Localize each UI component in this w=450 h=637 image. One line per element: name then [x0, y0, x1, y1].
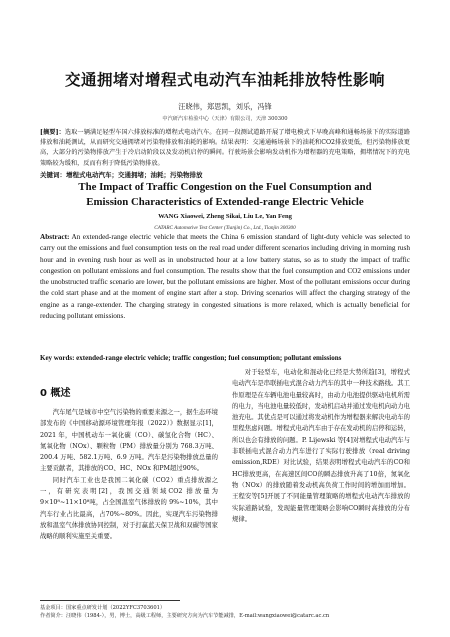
left-paragraph-2: 同时汽车工业也是我国二氧化碳（CO2）重点排放源之一，有研究表明[2]，我国交通领域CO2 排放量为 9×10⁸~11×10⁸吨，占全国温室气体排放的 9%~10%，其中汽车行业占比最高，占70%~80%。因此，实现汽车污染物排放和温室气体排放协同控制，对于打赢蓝天保卫战和双碳等国家战略的顺利实施至关重要。	[40, 476, 218, 541]
chinese-keywords: 关键词：增程式电动汽车；交通拥堵；油耗；污染物排放	[40, 171, 203, 179]
english-authors: WANG Xiaowei, Zheng Sikai, Liu Le, Yan Feng	[158, 213, 292, 220]
english-title-line-2: Emission Characteristics of Extended-range Electric Vehicle	[86, 196, 364, 208]
english-abstract-text: An extended-range electric vehicle that meets the China 6 emission standard of light-duty vehicle was selected to carry out the emissions and fuel consumption tests on the real road under different scenarios including driving in morning rush hour and in evening rush hour as well as in unobstructed hour at a low battery status, so as to study the impact of traffic congestion on pollutant emissions and fuel consumption. The results show that the fuel consumption and CO2 emissions under the unobstructed traffic scenario are lower, but the pollutant emissions are higher. Most of the pollutant emissions occur during the cold start phase and at the moment of engine start after a stop. Driving scenarios will affect the charging strategy of the engine as a range-extender. The charging strategy in congested situations is more relaxed, which is actually beneficial for reducing pollutant emissions.	[40, 233, 410, 320]
footnote-author: 作者简介：汪晓伟（1984-），男，博士，高级工程师，主要研究方向为汽车节能减排，E-mail:wangxiaowei@catarc.ac.cn	[40, 613, 330, 619]
english-title	[40, 180, 410, 210]
chinese-abstract-label: [摘要]：	[40, 129, 65, 136]
english-affiliation: CATARC Automotive Test Center (Tianjin) Co., Ltd., Tianjin 300300	[154, 225, 296, 231]
chinese-abstract	[40, 128, 410, 169]
english-keywords: Key words: extended-range electric vehicle; traffic congestion; fuel consumption; pollutant emissions	[40, 354, 342, 362]
chinese-affiliation: 中汽研汽车检验中心（天津）有限公司，天津 300300	[162, 116, 288, 122]
english-abstract-label: Abstract:	[40, 233, 70, 241]
left-paragraph-1: 汽车尾气是城市中空气污染物的重要来源之一，据生态环境部发布的《中国移动源环境管理年报（2022）》数据显示[1]，2021 年，中国机动车一氧化碳（CO）、碳氢化合物（HC）、氮氧化物（NOx）、颗粒物（PM）排放量分别为 768.3万吨、200.4 万吨、582.1万吨、6.9 万吨。汽车是污染物排放总量的主要贡献者，其排放的CO、HC、NOx 和PM超过90%。	[40, 409, 218, 473]
footnote-divider	[40, 600, 180, 601]
english-abstract	[40, 232, 410, 322]
right-column	[232, 367, 410, 525]
english-title-line-1: The Impact of Traffic Congestion on the Fuel Consumption and	[78, 181, 372, 193]
left-column	[40, 384, 218, 543]
chinese-authors: 汪晓伟，郑思凯，刘乐，冯锋	[178, 102, 272, 111]
chinese-title: 交通拥堵对增程式电动汽车油耗排放特性影响	[64, 70, 385, 89]
footnote-fund: 基金项目：国家重点研发计划（2022YFC3703601）	[40, 605, 166, 611]
section-title: 0 概述	[40, 388, 71, 399]
chinese-abstract-text: 选取一辆满足轻型车国六排放标准的增程式电动汽车。在同一段测试道路开展了增电模式下早晚高峰和通畅场景下的实际道路排放和油耗测试，从而研究交通拥堵对污染物排放和油耗的影响。结果表明：交通通畅场景下的油耗和CO2排放更低，但污染物排放更高，大部分的污染物排放产生于冷启动阶段以及发动机启停的瞬间。行驶场景会影响发动机作为增程器的充电策略，拥堵情况下的充电策略较为缓和，反而有利于降低污染物排放。	[40, 129, 411, 167]
right-paragraph-1: 对于轻型车，电动化和混动化已经是大势所趋[3]，增程式电动汽车是串联插电式混合动力汽车的其中一种技术路线。其工作原理是在车辆电池电量较高时，由动力电池提供驱动电机所需的电力，当电池电量较低时，发动机启动并通过发电机向动力电池充电。其优点是可以通过将发动机作为增程器来解决电动车的里程焦虑问题。增程式电动汽车由于存在发动机的启停和运转，所以也会有排放的问题。P. Lijewski 等[4]对增程式电动汽车与非联插电式混合动力汽车进行了实际行驶排放（real driving emission,RDE）对比试验，结果表明增程式电动汽车的CO和HC排放更高，在高速区间CO的瞬态排放升高了10倍，氮氧化物（NOx）的排放随着发动机高负荷工作时间的增加而增加。王程安等[5]开展了不同能量管理策略的增程式电动汽车排放的实际道路试验，发现能量管理策略会影响CO瞬时高排放的分布规律。	[232, 369, 410, 523]
